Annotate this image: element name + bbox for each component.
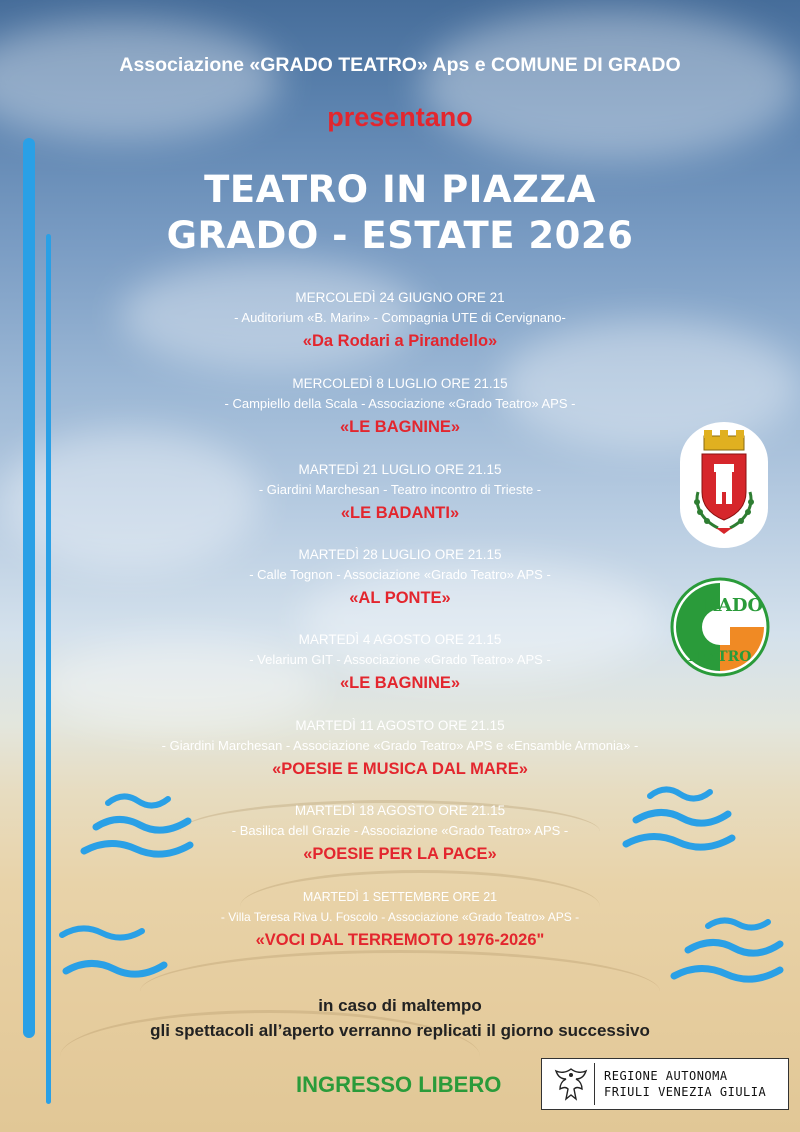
event-title: «LE BAGNINE» bbox=[339, 418, 461, 436]
event-date: MARTEDÌ 21 LUGLIO ORE 21.15 bbox=[298, 462, 502, 477]
grado-teatro-word2: TEATRO bbox=[686, 649, 752, 665]
cloud bbox=[420, 10, 800, 160]
event-venue: - Calle Tognon - Associazione «Grado Teatro» APS - bbox=[249, 567, 551, 582]
weather-note-line1: in caso di maltempo bbox=[318, 996, 482, 1015]
event-title: «POESIE PER LA PACE» bbox=[303, 845, 497, 863]
poster-title-line1: TEATRO IN PIAZZA bbox=[204, 168, 596, 211]
event-venue: - Giardini Marchesan - Associazione «Grado Teatro» APS e «Ensamble Armonia» - bbox=[161, 738, 639, 753]
event-date: MERCOLEDÌ 24 GIUGNO ORE 21 bbox=[295, 290, 505, 305]
event-venue: - Auditorium «B. Marin» - Compagnia UTE di Cervignano- bbox=[234, 310, 566, 325]
region-name bbox=[604, 1068, 766, 1100]
wave-icon bbox=[78, 785, 198, 865]
event-item bbox=[0, 288, 800, 352]
coat-of-arms-icon bbox=[680, 422, 768, 548]
event-title: «VOCI DAL TERREMOTO 1976-2026" bbox=[255, 931, 545, 949]
event-date: MERCOLEDÌ 8 LUGLIO ORE 21.15 bbox=[292, 376, 508, 391]
event-venue: - Villa Teresa Riva U. Foscolo - Associazione «Grado Teatro» APS - bbox=[220, 910, 580, 924]
event-date: MARTEDÌ 11 AGOSTO ORE 21.15 bbox=[295, 718, 505, 733]
event-item bbox=[0, 716, 800, 780]
event-venue: - Giardini Marchesan - Teatro incontro di Trieste - bbox=[258, 482, 542, 497]
region-line1: REGIONE AUTONOMA bbox=[604, 1069, 728, 1083]
comune-grado-coat-of-arms bbox=[680, 422, 768, 548]
event-date: MARTEDÌ 18 AGOSTO ORE 21.15 bbox=[294, 803, 506, 818]
event-venue: - Basilica dell Grazie - Associazione «Grado Teatro» APS - bbox=[231, 823, 569, 838]
grado-teatro-logo bbox=[670, 577, 770, 677]
presenting-label: presentano bbox=[327, 102, 473, 132]
weather-note-line2: gli spettacoli all’aperto verranno replicati il giorno successivo bbox=[150, 1021, 650, 1040]
event-title: «POESIE E MUSICA DAL MARE» bbox=[272, 760, 528, 778]
free-entry-label: INGRESSO LIBERO bbox=[296, 1072, 502, 1097]
event-date: MARTEDÌ 1 SETTEMBRE ORE 21 bbox=[302, 890, 498, 904]
eagle-icon bbox=[548, 1063, 595, 1105]
poster-title-line2: GRADO - ESTATE 2026 bbox=[166, 214, 634, 257]
region-line2: FRIULI VENEZIA GIULIA bbox=[604, 1085, 767, 1099]
wave-icon bbox=[668, 912, 788, 992]
event-title: «AL PONTE» bbox=[349, 589, 451, 607]
wave-icon bbox=[52, 915, 172, 985]
event-title: «LE BADANTI» bbox=[340, 504, 460, 522]
event-venue: - Velarium GIT - Associazione «Grado Teatro» APS - bbox=[249, 652, 551, 667]
event-title: «LE BAGNINE» bbox=[339, 674, 461, 692]
event-venue: - Campiello della Scala - Associazione «Grado Teatro» APS - bbox=[224, 396, 576, 411]
region-logo bbox=[541, 1058, 789, 1110]
event-date: MARTEDÌ 28 LUGLIO ORE 21.15 bbox=[298, 547, 502, 562]
event-title: «Da Rodari a Pirandello» bbox=[302, 332, 498, 350]
association-line: Associazione «GRADO TEATRO» Aps e COMUNE DI GRADO bbox=[119, 54, 681, 76]
grado-teatro-word1: RADO bbox=[703, 595, 764, 616]
wave-icon bbox=[620, 778, 740, 858]
event-date: MARTEDÌ 4 AGOSTO ORE 21.15 bbox=[298, 632, 502, 647]
